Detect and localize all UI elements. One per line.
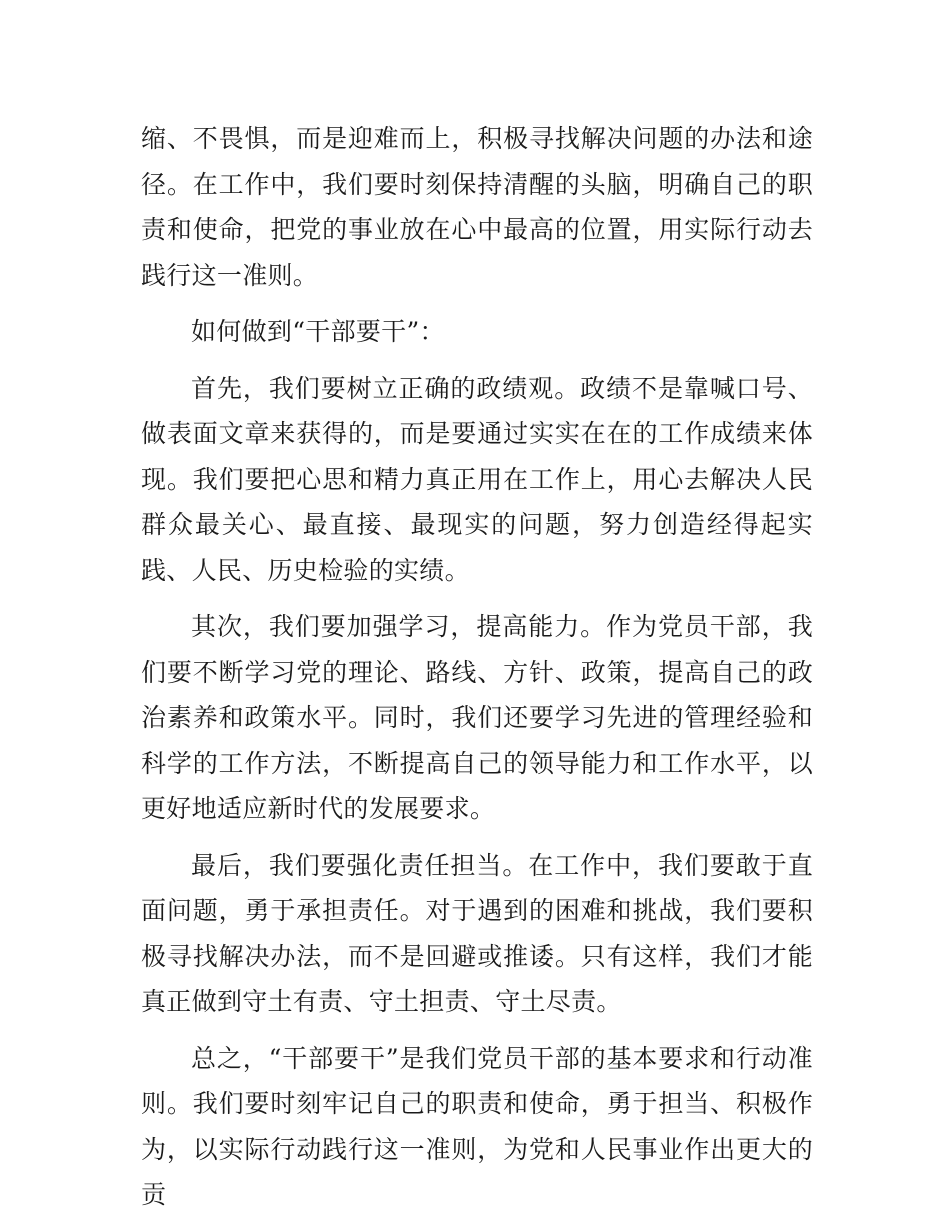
paragraph-first: 首先，我们要树立正确的政绩观。政绩不是靠喊口号、做表面文章来获得的，而是要通过实实在在的工作成绩来体现。我们要把心思和精力真正用在工作上，用心去解决人民群众最关心、最直接、最现实的问题，努力创造经得起实践、人民、历史检验的实绩。 [141, 373, 813, 585]
paragraph-second: 其次，我们要加强学习，提高能力。作为党员干部，我们要不断学习党的理论、路线、方针、政策，提高自己的政治素养和政策水平。同时，我们还要学习先进的管理经验和科学的工作方法，不断提高自己的领导能力和工作水平，以更好地适应新时代的发展要求。 [141, 612, 813, 823]
paragraph-continuation: 缩、不畏惧，而是迎难而上，积极寻找解决问题的办法和途径。在工作中，我们要时刻保持清醒的头脑，明确自己的职责和使命，把党的事业放在心中最高的位置，用实际行动去践行这一准则。 [141, 124, 813, 290]
paragraph-heading-how-to: 如何做到“干部要干”： [191, 317, 445, 346]
document-body [141, 116, 813, 1229]
paragraph-conclusion: 总之，“干部要干”是我们党员干部的基本要求和行动准则。我们要时刻牢记自己的职责和使命，勇于担当、积极作为，以实际行动践行这一准则，为党和人民事业作出更大的贡 [141, 1043, 813, 1209]
paragraph-last: 最后，我们要强化责任担当。在工作中，我们要敢于直面问题，勇于承担责任。对于遇到的困难和挑战，我们要积极寻找解决办法，而不是回避或推诿。只有这样，我们才能真正做到守土有责、守土担责、守土尽责。 [141, 850, 813, 1016]
